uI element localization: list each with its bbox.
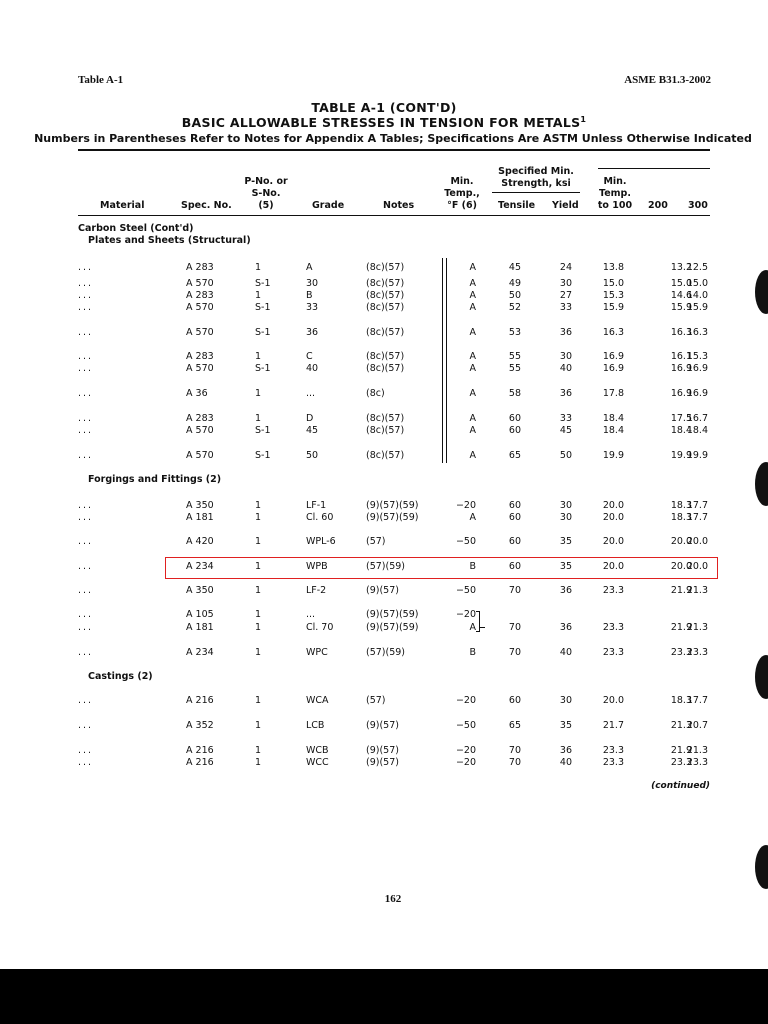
cell-material: ... [78,327,94,338]
cell-spec: A 234 [186,647,214,658]
cell-notes: (9)(57)(59) [366,512,419,523]
cell-t100: 20.0 [602,500,624,511]
cell-t200: 13.2 [670,262,692,273]
cell-pno: S-1 [255,450,271,461]
cell-t100: 19.9 [602,450,624,461]
cell-pno: 1 [255,757,262,768]
cell-t200: 18.3 [670,512,692,523]
col-material: Material [100,200,145,211]
cell-spec: A 216 [186,745,214,756]
cell-yield: 27 [559,290,572,301]
cell-grade: 50 [306,450,319,461]
cell-t300: 17.7 [686,695,708,706]
cell-spec: A 570 [186,278,214,289]
cell-t300: 23.3 [686,647,708,658]
cell-tensile: 60 [508,413,521,424]
cell-notes: (57)(59) [366,647,406,658]
cell-material: ... [78,695,94,706]
highlighted-row-box [165,557,718,579]
cell-spec: A 570 [186,425,214,436]
cell-tensile: 60 [508,695,521,706]
cell-yield: 36 [559,745,572,756]
cell-t100: 23.3 [602,745,624,756]
cell-spec: A 570 [186,363,214,374]
cell-spec: A 283 [186,413,214,424]
cell-yield: 40 [559,647,572,658]
cell-pno: 1 [255,512,262,523]
cell-t100: 20.0 [602,536,624,547]
col-mintemp-line2: Temp., [444,188,480,199]
col-strength-line2: Strength, ksi [501,178,571,189]
cell-notes: (8c)(57) [366,327,405,338]
cell-pno: 1 [255,720,262,731]
cell-mintemp: A [469,351,476,362]
cell-yield: 30 [559,695,572,706]
cell-pno: 1 [255,536,262,547]
cell-grade: A [306,262,313,273]
cell-t100: 20.0 [602,561,624,572]
cell-yield: 40 [559,363,572,374]
cell-grade: C [306,351,313,362]
cell-grade: B [306,290,313,301]
table-caption: Numbers in Parentheses Refer to Notes for Appendix A Tables; Specifications Are ASTM Unless Otherwise Indicated [34,132,752,145]
cell-spec: A 36 [186,388,208,399]
cell-yield: 35 [559,561,572,572]
cell-grade: ... [306,609,316,620]
col-mintemp-line1: Min. [450,176,474,187]
cell-t300: 15.3 [686,351,708,362]
cell-mintemp: B [469,647,476,658]
cell-mintemp: −50 [455,536,476,547]
cell-t200: 16.1 [670,351,692,362]
cell-t200: 14.6 [670,290,692,301]
cell-t100: 21.7 [602,720,624,731]
cell-pno: 1 [255,622,262,633]
cell-tensile: 60 [508,500,521,511]
cell-notes: (8c)(57) [366,351,405,362]
cell-mintemp: A [469,512,476,523]
cell-spec: A 283 [186,290,214,301]
cell-t100: 13.8 [602,262,624,273]
cell-pno: 1 [255,745,262,756]
cell-mintemp: −20 [455,745,476,756]
cell-t200: 18.3 [670,500,692,511]
cell-mintemp: A [469,413,476,424]
cell-t200: 16.9 [670,363,692,374]
cell-yield: 36 [559,327,572,338]
cell-notes: (9)(57)(59) [366,500,419,511]
cell-tensile: 70 [508,647,521,658]
section-castings: Castings (2) [88,671,153,682]
cell-mintemp: A [469,278,476,289]
col-spec: Spec. No. [181,200,232,211]
col-t300: 300 [688,200,708,211]
cell-pno: 1 [255,695,262,706]
cell-t100: 15.0 [602,278,624,289]
col-pno-line2: S-No. [251,188,281,199]
cell-yield: 50 [559,450,572,461]
cell-pno: S-1 [255,278,271,289]
cell-yield: 30 [559,500,572,511]
cell-tensile: 60 [508,561,521,572]
cell-t300: 19.9 [686,450,708,461]
cell-t200: 21.9 [670,585,692,596]
punch-hole-mark [755,270,768,314]
cell-t200: 19.9 [670,450,692,461]
cell-t100: 20.0 [602,695,624,706]
cell-t100: 23.3 [602,757,624,768]
cell-material: ... [78,512,94,523]
cell-tensile: 58 [508,388,521,399]
cell-spec: A 352 [186,720,214,731]
cell-material: ... [78,363,94,374]
cell-material: ... [78,720,94,731]
cell-notes: (57) [366,695,386,706]
cell-material: ... [78,757,94,768]
cell-yield: 24 [559,262,572,273]
cell-mintemp: A [469,363,476,374]
cell-t100: 16.9 [602,363,624,374]
cell-yield: 33 [559,413,572,424]
cell-grade: 40 [306,363,319,374]
header-bottom-rule [78,215,710,216]
cell-notes: (8c)(57) [366,450,405,461]
cell-grade: ... [306,388,316,399]
col-pno-line1: P-No. or [244,176,288,187]
section-forgings: Forgings and Fittings (2) [88,474,222,485]
cell-tensile: 60 [508,536,521,547]
cell-spec: A 350 [186,585,214,596]
cell-mintemp: −20 [455,757,476,768]
cell-material: ... [78,278,94,289]
cell-t300: 15.0 [686,278,708,289]
cell-mintemp: A [469,450,476,461]
cell-material: ... [78,413,94,424]
cell-tensile: 45 [508,262,521,273]
cell-yield: 36 [559,388,572,399]
cell-t100: 20.0 [602,512,624,523]
table-subtitle [0,115,768,130]
cell-tensile: 65 [508,450,521,461]
col-grade: Grade [312,200,345,211]
col-t200: 200 [648,200,668,211]
cell-tensile: 70 [508,745,521,756]
cell-tensile: 70 [508,585,521,596]
cell-spec: A 105 [186,609,214,620]
cell-mintemp: −50 [455,585,476,596]
cell-grade: 30 [306,278,319,289]
cell-t200: 16.9 [670,388,692,399]
cell-t300: 16.9 [686,363,708,374]
row-bracket-tick [480,627,485,628]
cell-t100: 16.3 [602,327,624,338]
cell-pno: 1 [255,500,262,511]
cell-yield: 45 [559,425,572,436]
cell-pno: 1 [255,647,262,658]
cell-t100: 18.4 [602,425,624,436]
cell-tensile: 70 [508,622,521,633]
scan-bottom-band [0,969,768,1024]
cell-t300: 21.3 [686,745,708,756]
cell-grade: WPC [306,647,328,658]
footnote-ref: 1 [580,115,587,124]
cell-material: ... [78,351,94,362]
cell-material: ... [78,425,94,436]
cell-material: ... [78,262,94,273]
cell-t300: 21.3 [686,585,708,596]
cell-t200: 21.3 [670,720,692,731]
cell-tensile: 55 [508,363,521,374]
cell-notes: (8c)(57) [366,262,405,273]
cell-yield: 33 [559,302,572,313]
cell-pno: 1 [255,585,262,596]
cell-t100: 23.3 [602,647,624,658]
top-rule [78,149,710,151]
cell-grade: WPB [306,561,328,572]
cell-t300: 20.0 [686,561,708,572]
cell-t100: 18.4 [602,413,624,424]
cell-grade: 45 [306,425,319,436]
cell-t200: 21.9 [670,745,692,756]
cell-grade: LF-2 [306,585,327,596]
cell-spec: A 350 [186,500,214,511]
double-rule-left [442,258,443,463]
cell-t200: 23.3 [670,757,692,768]
cell-spec: A 420 [186,536,214,547]
running-header-left: Table A-1 [78,74,124,86]
col-strength-line1: Specified Min. [498,166,574,177]
cell-notes: (8c)(57) [366,413,405,424]
cell-grade: WCA [306,695,329,706]
cell-tensile: 70 [508,757,521,768]
cell-pno: 1 [255,388,262,399]
cell-notes: (8c)(57) [366,363,405,374]
cell-t100: 23.3 [602,585,624,596]
cell-t300: 15.9 [686,302,708,313]
punch-hole-mark [755,655,768,699]
col-tensile: Tensile [498,200,536,211]
cell-t300: 16.7 [686,413,708,424]
cell-notes: (8c)(57) [366,290,405,301]
cell-t100: 16.9 [602,351,624,362]
cell-t300: 21.3 [686,622,708,633]
cell-grade: D [306,413,314,424]
page-number: 162 [384,893,402,905]
cell-t300: 16.9 [686,388,708,399]
cell-material: ... [78,388,94,399]
cell-t200: 15.9 [670,302,692,313]
cell-notes: (9)(57)(59) [366,622,419,633]
cell-grade: WPL-6 [306,536,336,547]
cell-yield: 36 [559,622,572,633]
col-t100-line1: Min. [603,176,627,187]
continued-note: (continued) [651,781,710,791]
cell-material: ... [78,622,94,633]
cell-material: ... [78,647,94,658]
cell-material: ... [78,561,94,572]
col-pno [240,176,292,212]
cell-notes: (57)(59) [366,561,406,572]
cell-notes: (8c)(57) [366,302,405,313]
cell-t300: 17.7 [686,500,708,511]
cell-notes: (8c) [366,388,385,399]
cell-t200: 21.9 [670,622,692,633]
cell-grade: LF-1 [306,500,327,511]
running-header-right: ASME B31.3-2002 [624,74,711,86]
col-pno-line3: (5) [258,200,274,211]
cell-notes: (8c)(57) [366,278,405,289]
cell-t300: 20.7 [686,720,708,731]
table-title: TABLE A-1 (CONT'D) [311,100,457,115]
cell-material: ... [78,290,94,301]
cell-t300: 23.3 [686,757,708,768]
cell-t200: 15.0 [670,278,692,289]
cell-grade: 33 [306,302,319,313]
cell-mintemp: B [469,561,476,572]
cell-material: ... [78,302,94,313]
strength-rule [492,192,580,193]
cell-notes: (9)(57)(59) [366,609,419,620]
cell-mintemp: A [469,302,476,313]
cell-t200: 23.3 [670,647,692,658]
cell-tensile: 49 [508,278,521,289]
cell-material: ... [78,536,94,547]
cell-tensile: 50 [508,290,521,301]
cell-spec: A 570 [186,450,214,461]
cell-material: ... [78,745,94,756]
row-bracket [476,611,480,632]
cell-mintemp: A [469,262,476,273]
cell-yield: 30 [559,512,572,523]
cell-mintemp: −20 [455,500,476,511]
cell-notes: (9)(57) [366,745,399,756]
cell-spec: A 216 [186,757,214,768]
cell-notes: (9)(57) [366,720,399,731]
cell-t200: 20.0 [670,536,692,547]
cell-t100: 15.3 [602,290,624,301]
cell-spec: A 234 [186,561,214,572]
cell-t300: 20.0 [686,536,708,547]
cell-spec: A 283 [186,351,214,362]
cell-notes: (9)(57) [366,585,399,596]
col-t100 [595,176,635,212]
cell-mintemp: A [469,388,476,399]
cell-pno: 1 [255,351,262,362]
cell-t200: 20.0 [670,561,692,572]
cell-pno: 1 [255,609,262,620]
cell-spec: A 570 [186,302,214,313]
cell-spec: A 216 [186,695,214,706]
cell-yield: 40 [559,757,572,768]
cell-spec: A 283 [186,262,214,273]
cell-t300: 16.3 [686,327,708,338]
cell-t200: 17.5 [670,413,692,424]
col-notes: Notes [383,200,415,211]
cell-tensile: 53 [508,327,521,338]
cell-mintemp: A [469,327,476,338]
cell-t100: 17.8 [602,388,624,399]
cell-notes: (8c)(57) [366,425,405,436]
cell-material: ... [78,585,94,596]
cell-t200: 18.3 [670,695,692,706]
cell-t100: 15.9 [602,302,624,313]
cell-mintemp: −20 [455,695,476,706]
col-yield: Yield [552,200,579,211]
punch-hole-mark [755,462,768,506]
cell-tensile: 60 [508,425,521,436]
cell-pno: 1 [255,413,262,424]
col-mintemp [440,176,484,212]
section-plates-sheets: Plates and Sheets (Structural) [88,235,251,246]
cell-grade: WCB [306,745,329,756]
cell-grade: WCC [306,757,329,768]
cell-grade: Cl. 60 [306,512,334,523]
cell-mintemp: A [469,425,476,436]
cell-spec: A 181 [186,622,214,633]
section-carbon-steel: Carbon Steel (Cont'd) [78,223,194,234]
cell-grade: LCB [306,720,325,731]
cell-notes: (57) [366,536,386,547]
cell-t300: 14.0 [686,290,708,301]
punch-hole-mark [755,845,768,889]
cell-t300: 12.5 [686,262,708,273]
cell-yield: 36 [559,585,572,596]
cell-mintemp: A [469,290,476,301]
cell-material: ... [78,450,94,461]
cell-material: ... [78,500,94,511]
cell-yield: 30 [559,351,572,362]
cell-yield: 35 [559,536,572,547]
col-mintemp-line3: °F (6) [447,200,477,211]
cell-tensile: 65 [508,720,521,731]
cell-pno: S-1 [255,425,271,436]
cell-pno: S-1 [255,327,271,338]
cell-t300: 18.4 [686,425,708,436]
cell-pno: 1 [255,290,262,301]
table-subtitle-text: BASIC ALLOWABLE STRESSES IN TENSION FOR METALS [181,115,581,131]
cell-pno: S-1 [255,302,271,313]
cell-pno: S-1 [255,363,271,374]
cell-tensile: 52 [508,302,521,313]
cell-t200: 16.3 [670,327,692,338]
cell-pno: 1 [255,262,262,273]
col-strength [492,166,580,190]
cell-mintemp: −20 [455,609,476,620]
cell-spec: A 181 [186,512,214,523]
cell-grade: 36 [306,327,319,338]
cell-pno: 1 [255,561,262,572]
temp-rule [598,168,710,169]
cell-tensile: 60 [508,512,521,523]
cell-yield: 35 [559,720,572,731]
cell-t200: 18.4 [670,425,692,436]
col-t100-line3: to 100 [597,200,633,211]
cell-notes: (9)(57) [366,757,399,768]
cell-t100: 23.3 [602,622,624,633]
cell-yield: 30 [559,278,572,289]
col-t100-line2: Temp. [599,188,631,199]
cell-mintemp: A [469,622,476,633]
cell-material: ... [78,609,94,620]
cell-t300: 17.7 [686,512,708,523]
cell-grade: Cl. 70 [306,622,334,633]
cell-spec: A 570 [186,327,214,338]
cell-mintemp: −50 [455,720,476,731]
cell-tensile: 55 [508,351,521,362]
